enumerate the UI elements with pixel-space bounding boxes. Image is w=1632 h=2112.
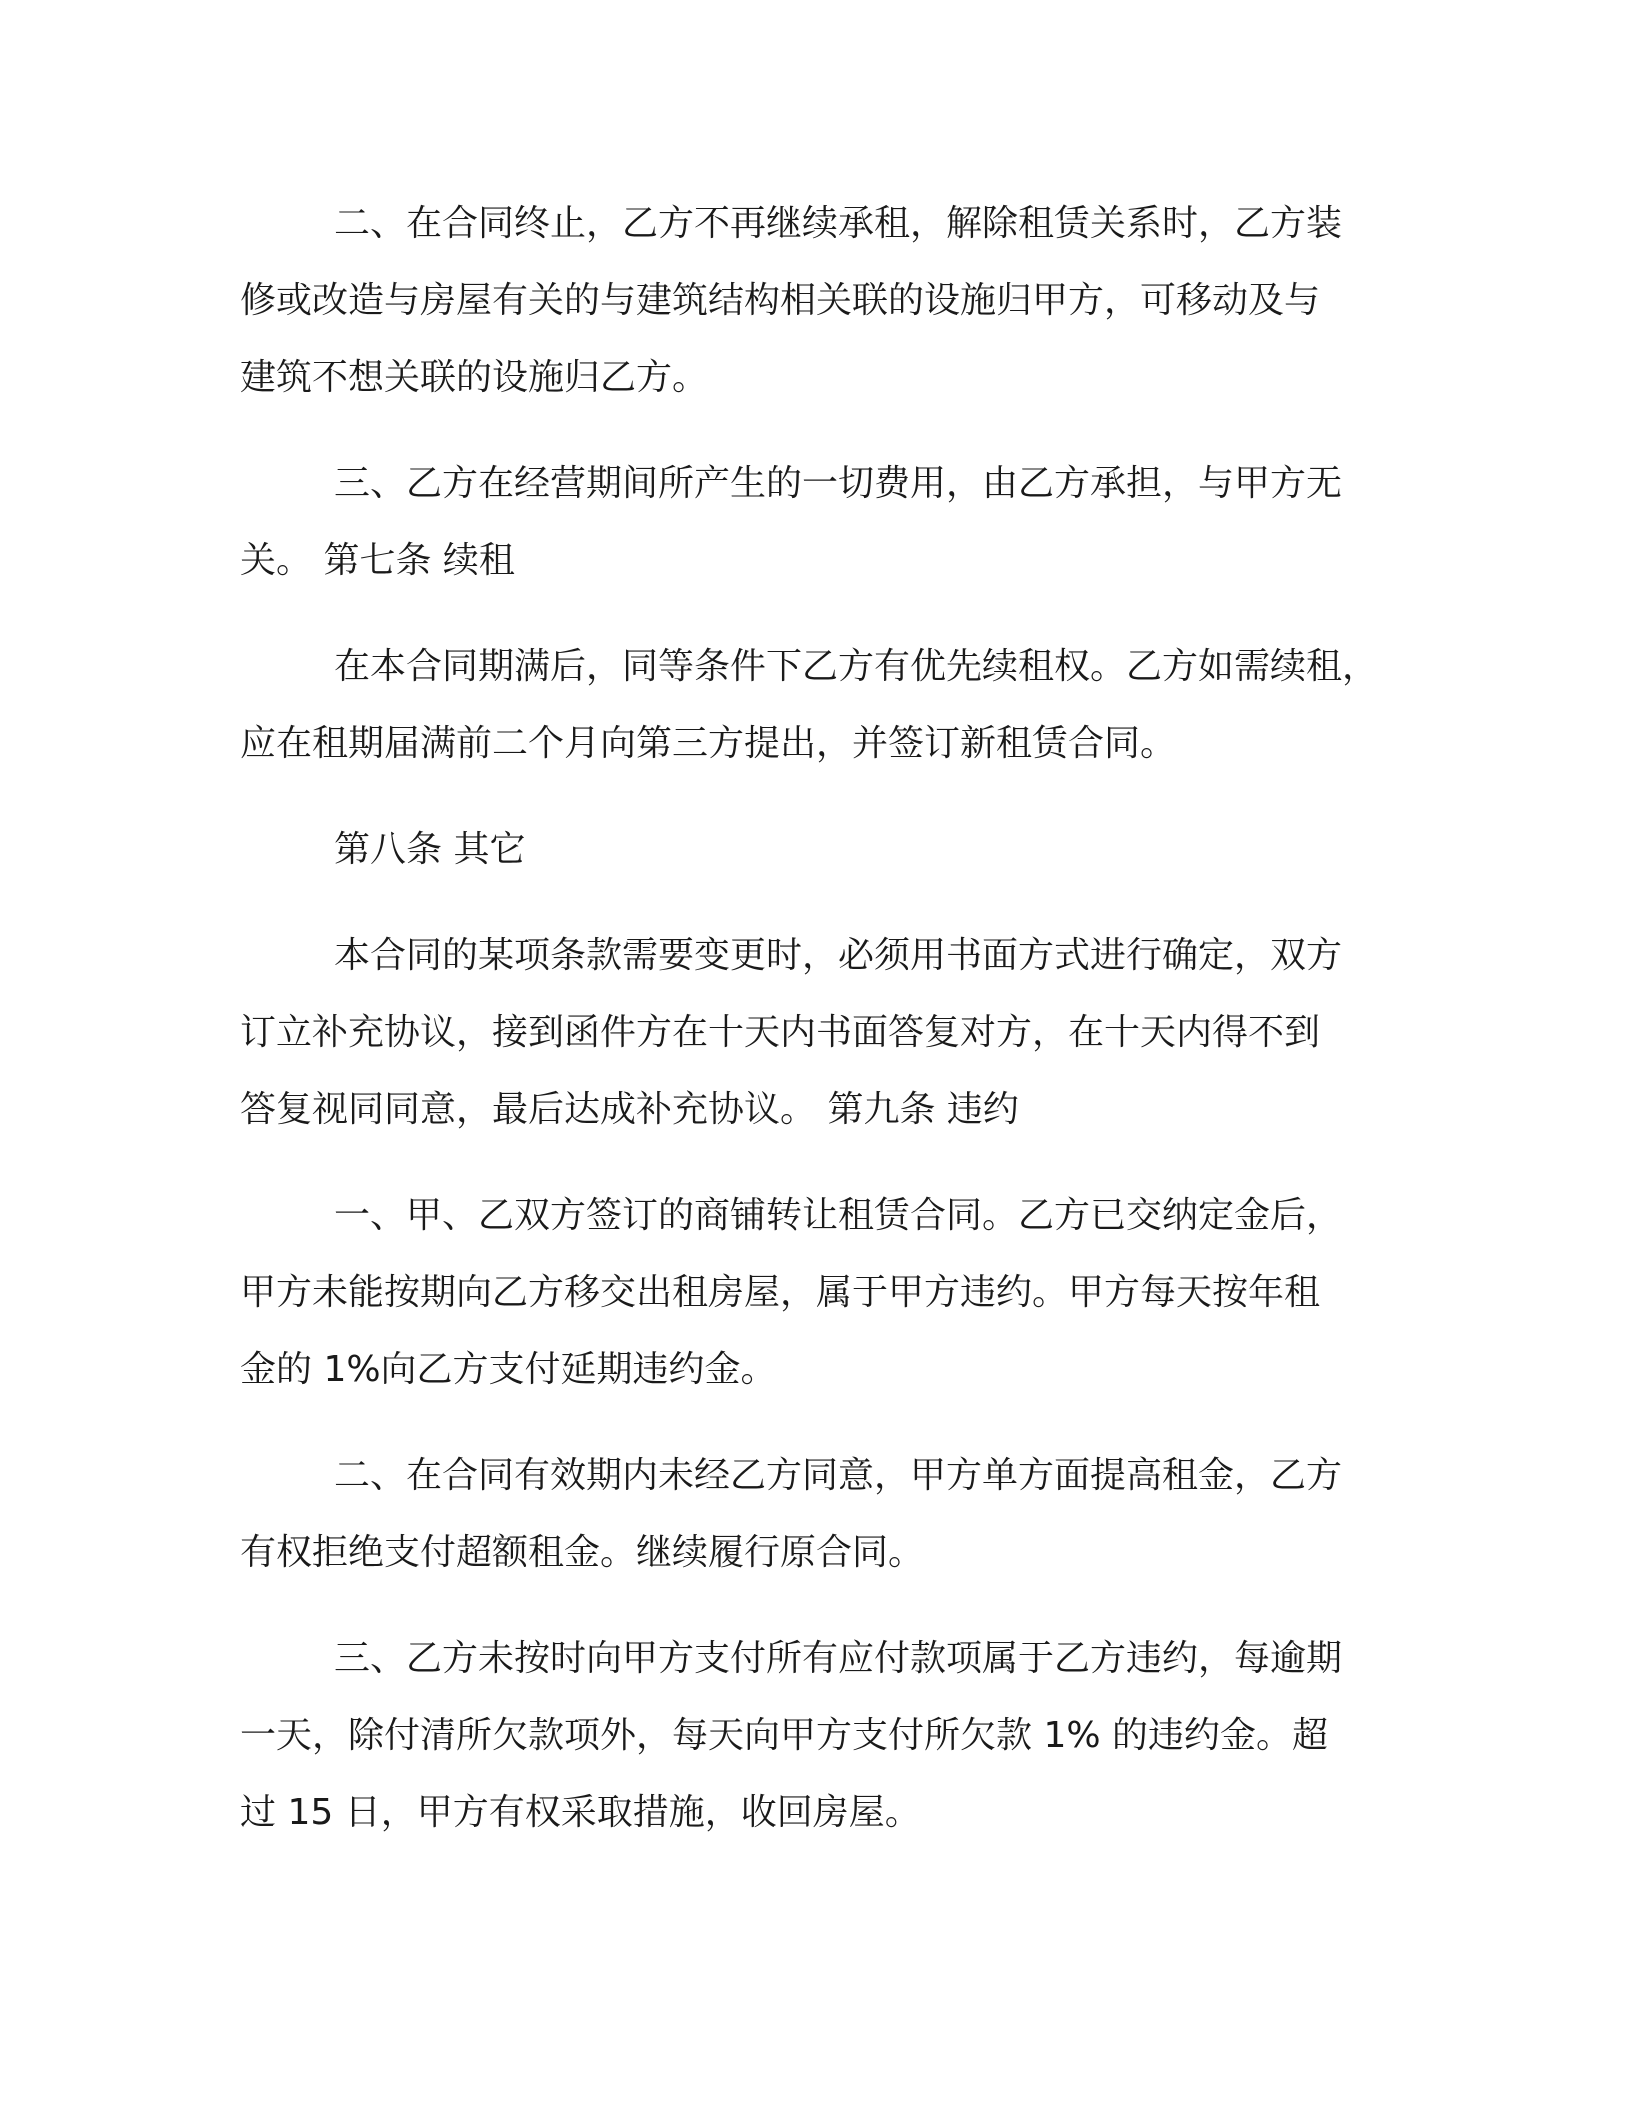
text-line: 答复视同同意，最后达成补充协议。 第九条 违约: [240, 1089, 1019, 1130]
text-line: 二、在合同有效期内未经乙方同意，甲方单方面提高租金，乙方: [334, 1455, 1343, 1496]
article-eight-heading: [240, 811, 1410, 888]
text-line: 关。 第七条 续租: [240, 540, 515, 581]
paragraph-renewal: [240, 628, 1410, 782]
paragraph-breach-one: [240, 1177, 1410, 1408]
paragraph-amendments: [240, 917, 1410, 1148]
document-body: [240, 185, 1410, 1880]
text-line: 第八条 其它: [334, 829, 526, 870]
text-line: 在本合同期满后，同等条件下乙方有优先续租权。乙方如需续租，: [334, 646, 1379, 687]
text-line: 建筑不想关联的设施归乙方。: [240, 357, 709, 398]
text-line: 应在租期届满前二个月向第三方提出，并签订新租赁合同。: [240, 723, 1177, 764]
paragraph-termination-fixtures: [240, 185, 1410, 416]
paragraph-operating-costs: [240, 445, 1410, 599]
text-line: 过 15 日，甲方有权采取措施，收回房屋。: [240, 1792, 921, 1833]
paragraph-breach-two: [240, 1437, 1410, 1591]
text-line: 三、乙方未按时向甲方支付所有应付款项属于乙方违约，每逾期: [334, 1638, 1343, 1679]
text-line: 一天，除付清所欠款项外，每天向甲方支付所欠款 1% 的违约金。超: [240, 1715, 1328, 1756]
text-line: 三、乙方在经营期间所产生的一切费用，由乙方承担，与甲方无: [334, 463, 1343, 504]
text-line: 一、甲、乙双方签订的商铺转让租赁合同。乙方已交纳定金后，: [334, 1195, 1343, 1236]
text-line: 订立补充协议，接到函件方在十天内书面答复对方，在十天内得不到: [240, 1012, 1321, 1053]
text-line: 修或改造与房屋有关的与建筑结构相关联的设施归甲方，可移动及与: [240, 280, 1321, 321]
paragraph-breach-three: [240, 1620, 1410, 1851]
text-line: 金的 1%向乙方支付延期违约金。: [240, 1349, 777, 1390]
text-line: 本合同的某项条款需要变更时，必须用书面方式进行确定，双方: [334, 935, 1343, 976]
text-line: 二、在合同终止，乙方不再继续承租，解除租赁关系时，乙方装: [334, 203, 1343, 244]
text-line: 有权拒绝支付超额租金。继续履行原合同。: [240, 1532, 925, 1573]
text-line: 甲方未能按期向乙方移交出租房屋，属于甲方违约。甲方每天按年租: [240, 1272, 1321, 1313]
